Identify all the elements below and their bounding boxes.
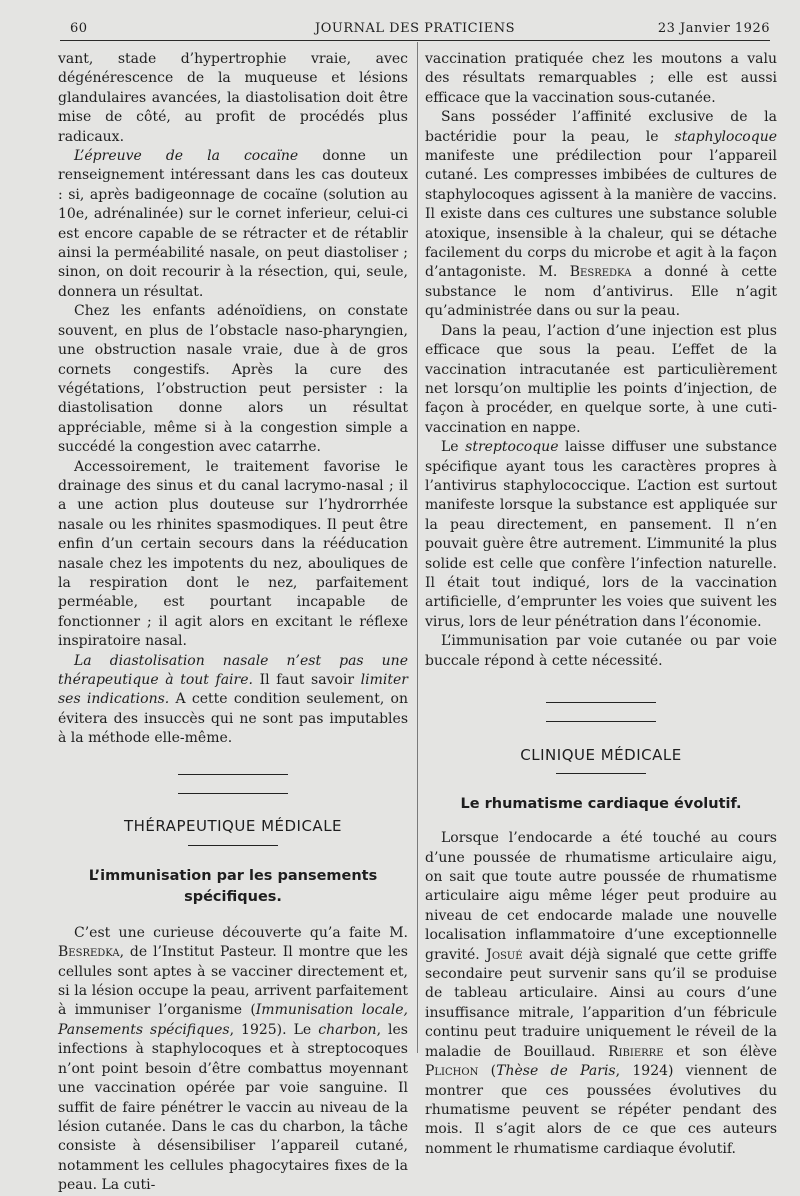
journal-title: JOURNAL DES PRATICIENS [315, 21, 515, 36]
paragraph: Accessoirement, le traitement favorise le drainage des sinus et du canal lacrymo-nasal ; il a une action plus douteuse sur l’hydrorrhée nasale ou les rhinites spasmodiques. Il peut être enfin d’un certain secours dans la rééducation nasale chez les impotents du nez, abouliques de la respiration dont le nez, parfaitement perméable, est pourtant incapable de fonctionner ; il agit alors en excitant le réflexe inspiratoire nasal. [58, 458, 408, 650]
paragraph: Dans la peau, l’action d’une injection est plus efficace que sous la peau. L’effet de la vaccination intracutanée est particulièrement net lorsqu’on multiplie les points d’injection, de façon à procéder, en quelque sorte, à une cuti-vaccination en nappe. [425, 322, 777, 436]
paragraph: vant, stade d’hypertrophie vraie, avec dégénérescence de la muqueuse et lésions glandulaires avancées, la diastolisation doit être mise de côté, au profit de procédés plus radicaux. [58, 51, 408, 145]
paragraph: La diastolisation nasale n’est pas une thérapeutique à tout faire. Il faut savoir limiter ses indications. A cette condition seulement, on évitera des insuccès qui ne sont pas imputables à la méthode elle-même. [58, 652, 408, 747]
paragraph: Sans posséder l’affinité exclusive de la bactéridie pour la peau, le staphylocoque manifeste une prédilection pour l’appareil cutané. Les compresses imbibées de cultures de staphylocoques agissent à la manière de vaccins. Il existe dans ces cultures une substance soluble atoxique, insensible à la chaleur, qui se détache facilement du corps du microbe et agit à la façon d’antagoniste. M. Besredka a donné à cette substance le nom d’antivirus. Elle n’agit qu’administrée dans ou sur la peau. [425, 109, 777, 320]
paragraph: C’est une curieuse découverte qu’a faite M. Besredka, de l’Institut Pasteur. Il montre que les cellules sont aptes à se vacciner directement et, si la lésion occupe la peau, arrivent parfaitement à immuniser l’organisme (Immunisation locale, Pansements spécifiques, 1925). Le charbon, les infections à staphylocoques et à streptocoques n’ont point besoin d’être combattus moyennant une vaccination opérée par voie sanguine. Il suffit de faire pénétrer le vaccin au niveau de la lésion cutanée. Dans le cas du charbon, la tâche consiste à désensibiliser l’appareil cutané, notamment les cellules phagocytaires fixes de la peau. La cuti- [58, 924, 408, 1194]
section-separator [58, 763, 408, 802]
column-divider [417, 42, 418, 1053]
section-separator [425, 691, 777, 730]
paragraph: L’épreuve de la cocaïne donne un renseignement intéressant dans les cas douteux : si, après badigeonnage de cocaïne (solution au 10e, adrénalinée) sur le cornet inferieur, celui-ci est encore capable de se rétracter et de rétablir ainsi la perméabilité nasale, on peut diastoliser ; sinon, on doit recourir à la résection, qui, seule, donnera un résultat. [58, 148, 408, 300]
section-title: THÉRAPEUTIQUE MÉDICALE [123, 817, 343, 836]
title-rule [556, 773, 646, 774]
article-title: Le rhumatisme cardiaque évolutif. [460, 796, 742, 813]
page-number: 60 [70, 21, 88, 36]
paragraph: Lorsque l’endocarde a été touché au cours d’une poussée de rhumatisme articulaire aigu, on sait que toute autre poussée de rhumatisme articulaire aigu même léger peut produire au niveau de cet endocarde malade une nouvelle localisation inflammatoire d’une exceptionnelle gravité. Josué avait déjà signalé que cette griffe secondaire peut survenir sans qu’il se produise de tableau articulaire. Ainsi au cours d’une insuffisance mitrale, l’apparition d’un fébricule continu peut traduire uniquement le réveil de la maladie de Bouillaud. Ribierre et son élève Plichon (Thèse de Paris, 1924) viennent de montrer que ces poussées évolutives du rhumatisme peuvent se répéter pendant des mois. Il s’agit alors de ce que ces auteurs nomment le rhumatisme cardiaque évolutif. [425, 830, 777, 1157]
paragraph: L’immunisation par voie cutanée ou par voie buccale répond à cette nécessité. [425, 633, 777, 669]
issue-date: 23 Janvier 1926 [657, 21, 770, 36]
title-rule [188, 845, 278, 846]
paragraph: Le streptocoque laisse diffuser une substance spécifique ayant tous les caractères propres à l’antivirus staphylococcique. L’action est surtout manifeste lorsque la substance est appliquée sur la peau directement, en pansement. Il n’en pouvait guère être autrement. L’immunité la plus solide est celle que confère l’infection naturelle. Il était tout indiqué, lors de la vaccination artificielle, d’emprunter les voies que suivent les virus, lors de leur pénétration dans l’économie. [425, 439, 777, 630]
paragraph: Chez les enfants adénoïdiens, on constate souvent, en plus de l’obstacle naso-pharyngien, une obstruction nasale vraie, due à de gros cornets congestifs. Après la cure des végétations, l’obstruction peut persister : la diastolisation donne alors un résultat appréciable, même si à la congestion simple a succédé la congestion avec catarrhe. [58, 303, 408, 456]
running-header [60, 20, 770, 41]
article-title: L’immunisation par les pansements spécifiques. [88, 867, 378, 905]
section-title: CLINIQUE MÉDICALE [520, 745, 682, 764]
right-column [425, 50, 777, 1159]
left-column [58, 50, 408, 1196]
paragraph: vaccination pratiquée chez les moutons a valu des résultats remarquables ; elle est aussi efficace que la vaccination sous-cutanée. [425, 51, 777, 106]
